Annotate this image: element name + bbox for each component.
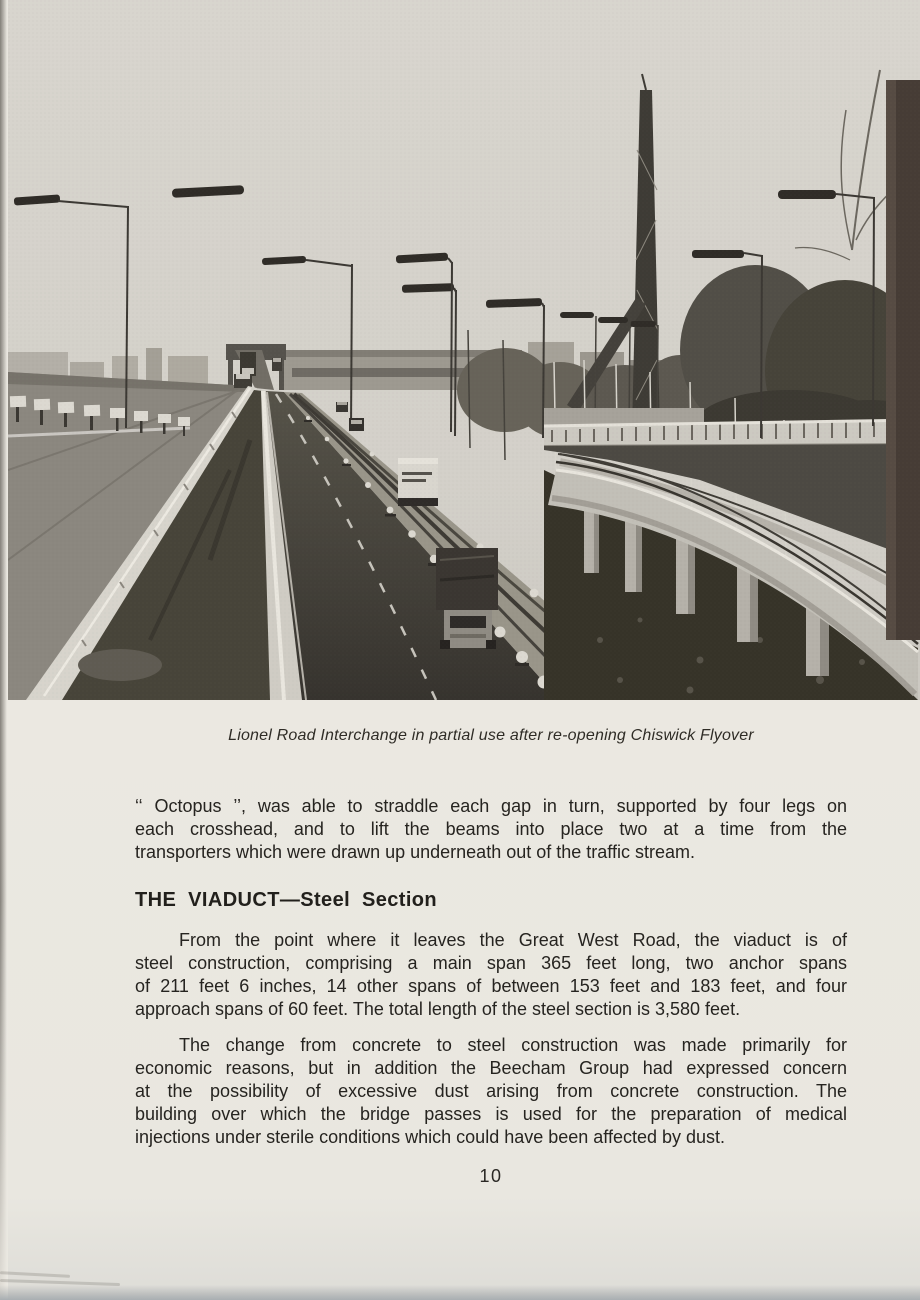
page-bottom-edge-shadow: [0, 1285, 920, 1300]
page-number: 10: [479, 1166, 503, 1186]
paragraph-steel-reasons: The change from concrete to steel construction was made primarily for economic reasons, but in addition the Beecham Group had expressed concern at the possibility of excessive dust arising from concrete construction. The building over which the bridge passes is used for the preparation of medical injections under sterile conditions which could have been affected by dust.: [135, 1035, 847, 1147]
photo-illustration: [8, 0, 920, 700]
section-heading: THE VIADUCT—Steel Section: [135, 889, 438, 911]
paragraph-viaduct-spans: From the point where it leaves the Great West Road, the viaduct is of steel construction, comprising a main span 365 feet long, two anchor spans of 211 feet 6 inches, 14 other spans of between 153 feet and 183 feet, and four approach spans of 60 feet. The total length of the steel section is 3,580 feet.: [135, 930, 847, 1019]
photo-grain-overlay: [8, 0, 920, 700]
photo-caption: Lionel Road Interchange in partial use after re-opening Chiswick Flyover: [228, 727, 754, 744]
page-left-edge-fade: [0, 900, 8, 1300]
flyover-photograph: [8, 0, 920, 700]
paragraph-octopus: ‘‘ Octopus ’’, was able to straddle each gap in turn, supported by four legs on each crosshead, and to lift the beams into place two at a time from the transporters which were drawn up underneath out of the traffic stream.: [135, 796, 847, 862]
page-stack-line: [0, 1271, 70, 1278]
